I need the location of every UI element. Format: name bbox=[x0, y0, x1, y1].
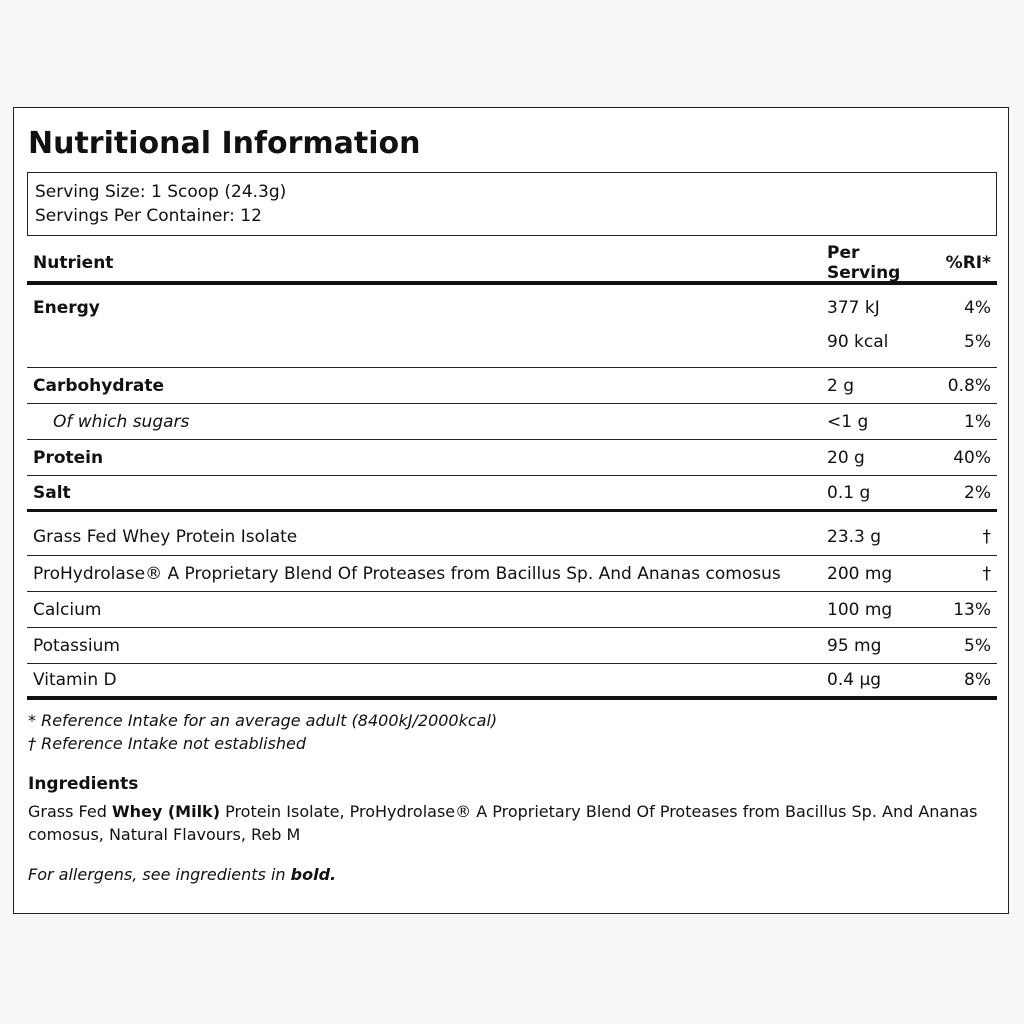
nutrient-name: Calcium bbox=[33, 599, 102, 620]
nutrient-ri: † bbox=[982, 526, 991, 547]
nutrient-ri: 5% bbox=[964, 332, 991, 352]
table-header-row bbox=[27, 245, 997, 285]
nutrient-name: Energy bbox=[33, 298, 100, 318]
nutrient-name: Vitamin D bbox=[33, 670, 117, 690]
header-per-serving: Per Serving bbox=[827, 243, 901, 283]
ingredients-allergen: Whey (Milk) bbox=[111, 802, 220, 821]
allergen-bold: bold. bbox=[290, 865, 337, 884]
nutrient-name: Protein bbox=[33, 447, 104, 468]
ingredients-part: Grass Fed bbox=[28, 802, 112, 821]
nutrient-name: Grass Fed Whey Protein Isolate bbox=[33, 526, 298, 547]
serving-size: Serving Size: 1 Scoop (24.3g) bbox=[35, 182, 287, 202]
table-row-energy bbox=[27, 291, 997, 368]
table-row bbox=[27, 512, 997, 556]
footnote-not-established: † Reference Intake not established bbox=[28, 734, 307, 753]
nutrient-amount: 95 mg bbox=[827, 635, 882, 656]
table-row bbox=[27, 440, 997, 476]
nutrition-table bbox=[27, 245, 997, 700]
nutrient-amount: 23.3 g bbox=[827, 526, 882, 547]
footnote-reference: * Reference Intake for an average adult (8400kJ/2000kcal) bbox=[28, 711, 498, 730]
page-title: Nutritional Information bbox=[28, 126, 421, 161]
table-row bbox=[27, 556, 997, 592]
footnotes bbox=[28, 709, 497, 755]
nutrient-amount: 377 kJ bbox=[827, 298, 880, 318]
table-row bbox=[27, 592, 997, 628]
ingredients-heading: Ingredients bbox=[28, 774, 139, 794]
nutrient-ri: 40% bbox=[953, 447, 991, 468]
nutrient-amount: 0.4 µg bbox=[827, 670, 882, 690]
nutrient-ri: 1% bbox=[964, 411, 991, 432]
ingredients-part: Protein Isolate, ProHydrolase® A Proprietary Blend Of Proteases from Bacillus Sp. And Ananas comosus, Natural Flavours, Reb M bbox=[28, 802, 978, 844]
table-row bbox=[27, 368, 997, 404]
nutrient-ri: 13% bbox=[953, 599, 991, 620]
table-row bbox=[27, 664, 997, 700]
nutrient-name: Salt bbox=[33, 482, 71, 503]
ingredients-text bbox=[28, 800, 988, 846]
nutrient-ri: † bbox=[982, 563, 991, 584]
allergen-prefix: For allergens, see ingredients in bbox=[28, 865, 291, 884]
nutrient-ri: 0.8% bbox=[947, 375, 991, 396]
allergen-note bbox=[28, 863, 336, 886]
nutrient-name: Potassium bbox=[33, 635, 120, 656]
nutrient-ri: 8% bbox=[964, 670, 991, 690]
nutrient-amount: 0.1 g bbox=[827, 482, 871, 503]
nutrient-name: Of which sugars bbox=[53, 411, 190, 432]
servings-per-container: Servings Per Container: 12 bbox=[35, 206, 262, 226]
nutrient-amount: 90 kcal bbox=[827, 332, 889, 352]
header-ri: %RI* bbox=[945, 253, 991, 273]
table-row bbox=[27, 404, 997, 440]
nutrient-name: Carbohydrate bbox=[33, 375, 165, 396]
nutrient-ri: 4% bbox=[964, 298, 991, 318]
nutrient-amount: 2 g bbox=[827, 375, 855, 396]
nutrient-name: ProHydrolase® A Proprietary Blend Of Proteases from Bacillus Sp. And Ananas comosus bbox=[33, 563, 781, 584]
nutrient-amount: 200 mg bbox=[827, 563, 893, 584]
nutrient-ri: 2% bbox=[964, 482, 991, 503]
table-row bbox=[27, 628, 997, 664]
header-nutrient: Nutrient bbox=[33, 253, 114, 273]
nutrient-amount: 20 g bbox=[827, 447, 865, 468]
serving-info-box bbox=[27, 172, 997, 236]
nutrition-panel bbox=[13, 107, 1009, 914]
nutrient-ri: 5% bbox=[964, 635, 991, 656]
table-row bbox=[27, 476, 997, 512]
nutrient-amount: <1 g bbox=[827, 411, 869, 432]
nutrient-amount: 100 mg bbox=[827, 599, 893, 620]
